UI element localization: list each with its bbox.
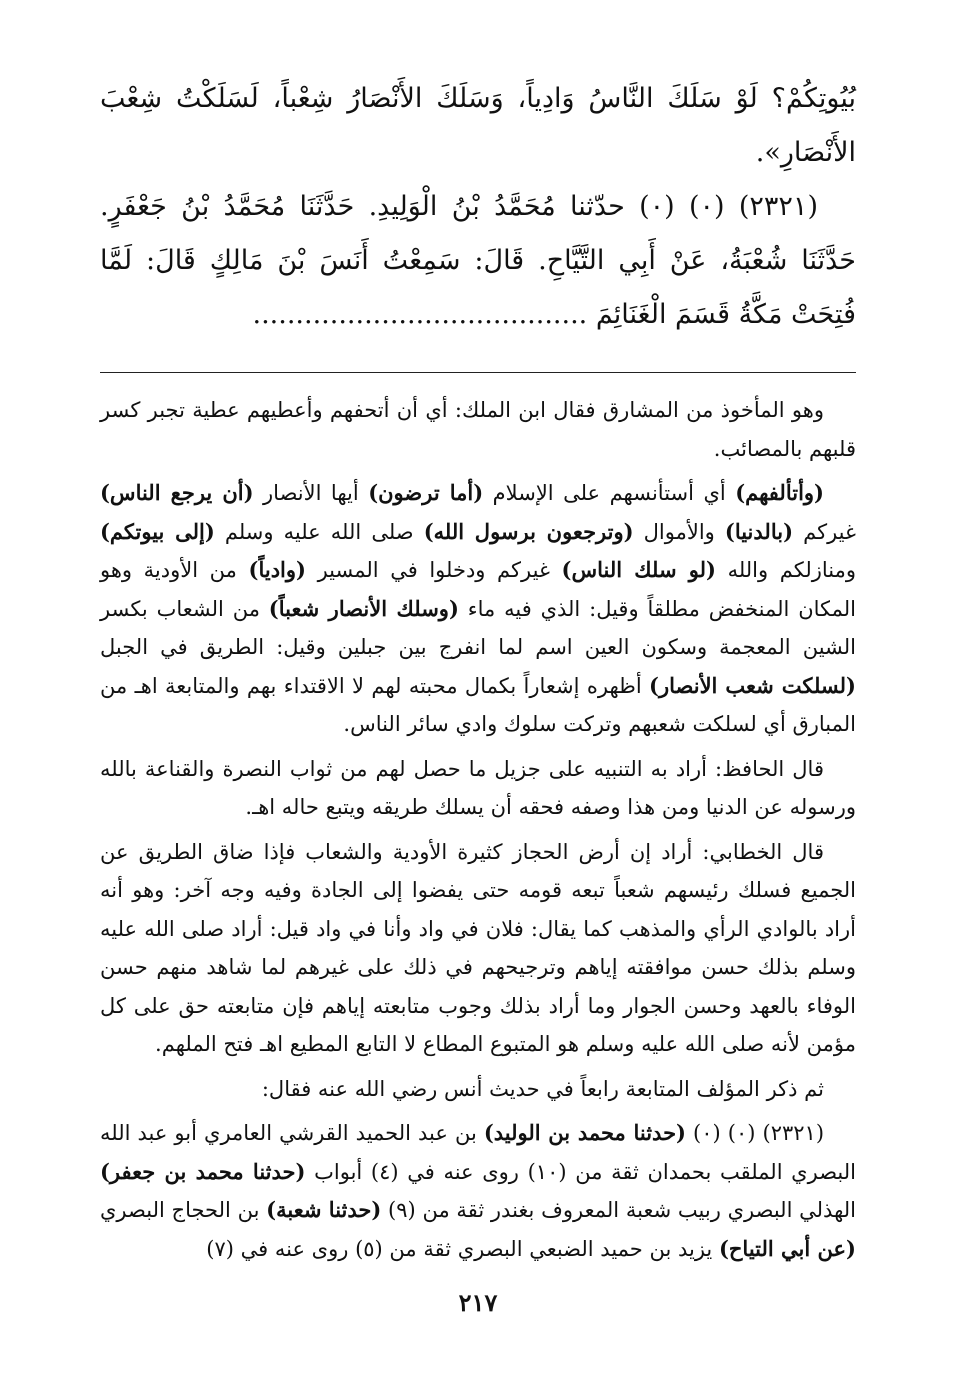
hadith-paragraph-2-text: (٢٣٢١) (٠) (٠) حدّثنا مُحَمَّدُ بْنُ الْوَلِيدِ. حَدَّثَنَا مُحَمَّدُ بْنُ جَعْفَرٍ. حَدَّثَنَا شُعْبَةُ، عَنْ أَبِي التَّيَّاحِ. قَالَ: سَمِعْتُ أَنَسَ بْنَ مَالِكٍ قَالَ: لَمَّا فُتِحَتْ مَكَّةُ قَسَمَ الْغَنَائِمَ [100,191,856,330]
commentary-paragraph-4: قال الخطابي: أراد إن أرض الحجاز كثيرة الأودية والشعاب فإذا ضاق الطريق عن الجميع فسلك رئيسهم شعباً تبعه قومه حتى يفضوا إلى الجادة وفيه وجه آخر: وهو أنه أراد بالوادي الرأي والمذهب كما يقال: فلان في واد وأنا في واد قيل: أراد صلى الله عليه وسلم بذلك حسن موافقته إياهم وترجيحهم في ذلك على غيرهم لما شاهد منهم حسن الوفاء بالعهد وحسن الجوار وما أراد بذلك وجوب متابعته إياهم فإن متابعته حق على كل مؤمن لأنه صلى الله عليه وسلم هو المتبوع المطاع لا التابع المطيع اهـ فتح الملهم. [100,839,856,1056]
bold-term: (حدثنا محمد بن جعفر) [100,1158,306,1184]
text-run: أي أستأنسهم على الإسلام [483,481,736,505]
bold-term: (عن أبي التياح) [718,1235,856,1261]
text-run: غيركم [793,519,856,544]
bold-term: (وسلك الأنصار شعباً) [268,595,459,621]
separator-rule [100,372,856,373]
hadith-text [100,72,856,342]
bold-term: (حدثنا شعبة) [266,1197,382,1222]
text-run: (٢٣٢١) (٠) (٠) [686,1121,825,1145]
bold-term: (وادياً) [248,557,306,582]
page-number: ٢١٧ [458,1288,498,1317]
commentary-paragraph-5: ثم ذكر المؤلف المتابعة رابعاً في حديث أنس رضي الله عنه فقال: [261,1076,824,1101]
bold-term: (حدثنا محمد بن الوليد) [483,1120,686,1145]
bold-term: (أن يرجع الناس) [100,480,254,505]
text-run: يزيد بن حميد الضبعي البصري ثقة من (٥) روى عنه في (٧) [206,1236,719,1261]
bold-term: (بالدنيا) [724,518,794,544]
text-run: بن الحجاج البصري [100,1198,267,1222]
text-run: أظهره إشعاراً بكمال محبته لهم لا الاقتداء بهم والمتابعة اهـ من المبارق أي لسلكت شعبهم وتركت سلوك وادي سائر الناس. [100,673,856,736]
commentary-paragraph-2 [100,474,856,744]
text-run: من الشعاب بكسر الشين المعجمة وسكون العين اسم لما انفرج بين جبلين وقيل: الطريق في الجبل [100,596,856,659]
bold-term: (لسلكت شعب الأنصار) [649,672,856,698]
bold-term: (لو سلك الناس) [561,557,716,582]
text-run: بن عبد الحميد القرشي العامري أبو عبد الله البصري الملقب بحمدان ثقة من (١٠) روى عنه في (٤) أبواب [100,1121,856,1184]
commentary-text [100,391,856,1268]
text-run: الهذلي البصري ربيب شعبة المعروف بغندر ثقة من (٩) [381,1198,856,1222]
continuation-dots: ....................................... [252,299,588,330]
bold-term: (وترجعون برسول الله) [423,518,634,544]
commentary-paragraph-1: وهو المأخوذ من المشارق فقال ابن الملك: أي أن أتحفهم وأعطيهم عطية تجبر كسر قلبهم بالمصائب. [100,398,856,461]
bold-term: (وأتألفهم) [735,480,824,505]
hadith-paragraph-2 [100,180,856,342]
bold-term: (أما ترضون) [368,480,484,505]
hadith-line-1: بُيُوتِكُمْ؟ لَوْ سَلَكَ النَّاسُ وَادِياً، وَسَلَكَ الأَنْصَارُ شِعْباً، لَسَلَكْتُ شِعْبَ الأَنْصَارِ». [100,83,856,168]
text-run: غيركم ودخلوا في المسير [305,558,562,582]
bold-term: (إلى بيوتكم) [100,518,215,544]
commentary-paragraph-3: قال الحافظ: أراد به التنبيه على جزيل ما حصل لهم من ثواب النصرة والقناعة بالله ورسوله عن الدنيا ومن هذا وصفه فحقه أن يسلك طريقه ويتبع حاله اهـ. [100,756,856,819]
text-run: صلى الله عليه وسلم [214,519,424,544]
text-run: من الأودية وهو المكان المنخفض مطلقاً وقيل: الذي فيه ماء [100,558,856,621]
text-run: ومنازلكم والله [715,558,856,582]
text-run: والأموال [633,519,725,544]
text-run: أيها الأنصار [253,481,369,505]
commentary-paragraph-6 [100,1114,856,1268]
